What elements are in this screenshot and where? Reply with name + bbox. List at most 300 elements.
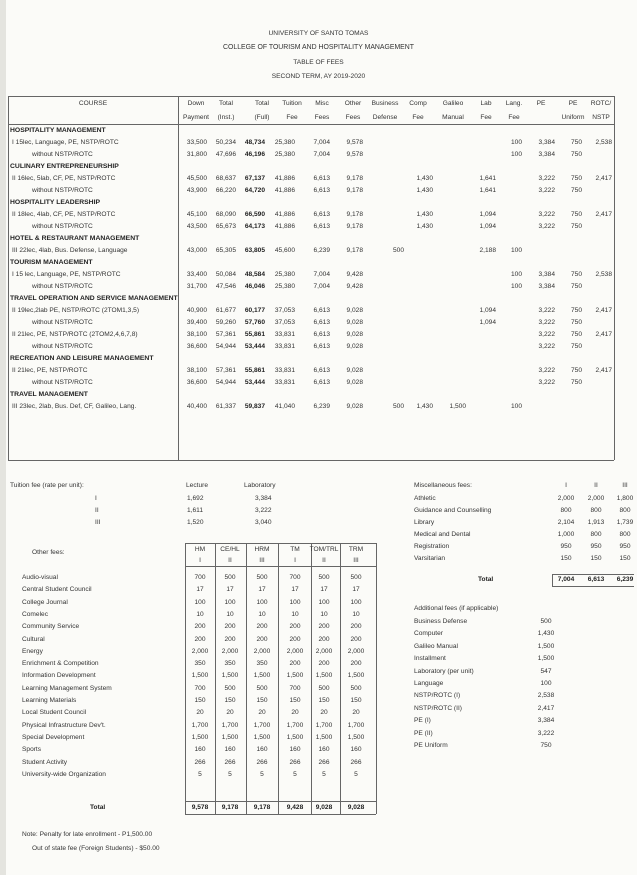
fee-cell: 9,178 <box>346 211 363 218</box>
fee-cell: 38,100 <box>186 331 207 338</box>
term: SECOND TERM, AY 2019-2020 <box>271 73 366 80</box>
additional-fee-amount: 547 <box>540 667 552 675</box>
other-fee-amount: 150 <box>256 697 268 704</box>
other-fee-amount: 1,500 <box>221 672 239 680</box>
other-fees-level-header: III <box>259 557 265 564</box>
misc-fee-amount: 800 <box>590 531 602 538</box>
misc-level-header: I <box>565 482 567 489</box>
fee-cell: 33,831 <box>274 367 295 374</box>
course-description: II 18lec, 4lab, CF, PE, NSTP/ROTC <box>12 211 116 218</box>
other-fees-level-header: II <box>322 557 326 564</box>
fee-cell: 750 <box>570 271 582 278</box>
other-fees-total: 9,178 <box>221 804 239 811</box>
fee-cell: 6,613 <box>313 187 330 194</box>
other-fee-amount: 100 <box>318 598 330 606</box>
tuition-label: Tuition fee (rate per unit): <box>10 482 84 489</box>
fee-cell: 50,234 <box>215 139 236 146</box>
course-description: III 22lec, 4lab, Bus. Defense, Language <box>12 247 128 254</box>
additional-fee-name: Language <box>414 680 444 687</box>
fee-cell: 31,800 <box>186 151 207 158</box>
additional-fee-name: Galileo Manual <box>414 642 458 650</box>
fee-cell: 6,613 <box>313 175 330 182</box>
other-fees-level-header: III <box>353 557 359 564</box>
column-subheader-13: Uniform <box>561 114 585 121</box>
fee-cell: 37,053 <box>274 319 295 326</box>
other-fee-amount: 150 <box>224 697 236 704</box>
other-fee-name: Sports <box>22 746 42 754</box>
misc-fee-amount: 150 <box>619 555 631 562</box>
fee-cell: 6,239 <box>313 403 330 410</box>
fee-cell: 61,337 <box>215 403 236 410</box>
fee-cell: 3,222 <box>538 319 555 326</box>
fee-cell: 54,944 <box>215 343 236 350</box>
other-fee-amount: 150 <box>318 697 330 704</box>
other-fee-amount: 1,500 <box>315 733 333 741</box>
column-header-8: Comp <box>409 100 427 107</box>
misc-fee-name: Guidance and Counselling <box>414 507 492 514</box>
other-fees-program-header: HM <box>194 546 206 553</box>
fee-cell: 33,400 <box>186 271 207 278</box>
fee-cell: 63,805 <box>244 247 265 254</box>
fee-cell: 68,637 <box>215 175 236 182</box>
other-fee-amount: 20 <box>258 709 266 717</box>
fee-cell: 1,641 <box>479 187 496 194</box>
other-fee-amount: 160 <box>256 746 268 754</box>
fee-cell: 2,538 <box>595 139 612 146</box>
fee-cell: 9,428 <box>346 283 363 290</box>
other-fee-name: Energy <box>22 647 43 655</box>
other-fee-amount: 266 <box>318 758 330 766</box>
other-fee-amount: 150 <box>350 697 362 704</box>
course-description: without NSTP/ROTC <box>32 319 93 326</box>
other-fee-amount: 200 <box>318 635 330 643</box>
other-fee-amount: 160 <box>318 746 330 754</box>
other-fee-amount: 20 <box>320 709 328 717</box>
fee-cell: 9,578 <box>346 151 363 158</box>
fee-cell: 6,613 <box>313 307 330 314</box>
column-header-13: PE <box>568 100 578 107</box>
other-fee-amount: 200 <box>350 623 362 631</box>
other-fee-amount: 200 <box>350 660 362 668</box>
fee-cell: 37,053 <box>274 307 295 314</box>
other-fee-name: Audio-visual <box>22 574 58 581</box>
fee-cell: 750 <box>570 283 582 290</box>
fee-cell: 6,613 <box>313 367 330 374</box>
fee-cell: 41,886 <box>274 175 295 182</box>
misc-fee-name: Athletic <box>414 495 436 502</box>
misc-level-header: II <box>594 482 598 489</box>
other-fee-name: College Journal <box>22 598 68 606</box>
fee-cell: 6,613 <box>313 223 330 230</box>
fee-cell: 2,188 <box>479 247 496 254</box>
fee-cell: 3,222 <box>538 343 555 350</box>
additional-fee-name: NSTP/ROTC (I) <box>414 692 461 700</box>
misc-fees-label: Miscellaneous fees: <box>414 482 472 489</box>
fee-cell: 53,444 <box>244 379 265 386</box>
fee-cell: 67,137 <box>244 175 265 182</box>
misc-fee-amount: 950 <box>560 543 572 550</box>
misc-fee-amount: 1,913 <box>587 519 605 526</box>
fee-cell: 38,100 <box>186 367 207 374</box>
other-fee-amount: 1,500 <box>286 733 304 741</box>
other-fee-amount: 17 <box>258 586 266 594</box>
additional-fee-name: PE (II) <box>414 729 433 737</box>
fee-cell: 43,900 <box>186 187 207 194</box>
table-bottom-border <box>8 460 614 461</box>
course-description: II 19lec,2lab PE, NSTP/ROTC (2TOM1,3,5) <box>12 307 140 314</box>
fee-cell: 9,028 <box>346 307 363 314</box>
column-subheader-6: Fees <box>345 114 361 121</box>
fee-cell: 500 <box>392 403 404 410</box>
other-fee-amount: 17 <box>291 586 299 594</box>
fee-cell: 9,028 <box>346 379 363 386</box>
other-fee-amount: 20 <box>352 709 360 717</box>
fee-cell: 9,178 <box>346 187 363 194</box>
column-header-10: Lab <box>480 100 492 107</box>
column-header-2: Total <box>219 100 233 107</box>
fee-cell: 9,028 <box>346 403 363 410</box>
other-fee-amount: 160 <box>289 746 301 754</box>
misc-fee-name: Registration <box>414 543 450 550</box>
other-fee-amount: 1,500 <box>347 672 365 680</box>
section-title: TRAVEL MANAGEMENT <box>10 391 88 398</box>
fee-cell: 31,700 <box>186 283 207 290</box>
fee-cell: 3,222 <box>538 175 555 182</box>
course-description: I 15 lec, Language, PE, NSTP/ROTC <box>12 271 121 278</box>
fee-cell: 2,417 <box>595 307 612 314</box>
fee-cell: 25,380 <box>274 139 295 146</box>
other-fee-name: Special Development <box>22 733 85 741</box>
other-fee-amount: 100 <box>194 598 206 606</box>
misc-fee-amount: 800 <box>619 507 631 514</box>
document-title: TABLE OF FEES <box>293 59 344 66</box>
column-subheader-14: NSTP <box>592 114 610 121</box>
fee-cell: 9,028 <box>346 343 363 350</box>
fee-cell: 3,384 <box>538 139 555 146</box>
other-fee-name: Central Student Council <box>22 586 92 594</box>
other-fee-name: Cultural <box>22 635 45 643</box>
additional-fee-amount: 1,500 <box>537 655 555 663</box>
fee-cell: 750 <box>570 211 582 218</box>
fee-cell: 750 <box>570 367 582 374</box>
header-bottom-border <box>8 124 614 125</box>
other-fee-amount: 160 <box>194 746 206 754</box>
misc-fees-total: 6,239 <box>616 576 634 583</box>
column-header-4: Tuition <box>282 100 302 107</box>
other-fee-amount: 200 <box>256 635 268 643</box>
course-description: without NSTP/ROTC <box>32 343 93 350</box>
other-fee-amount: 20 <box>291 709 299 717</box>
other-fee-amount: 5 <box>354 770 358 778</box>
other-fee-amount: 2,000 <box>221 647 239 655</box>
other-fee-amount: 1,700 <box>191 721 209 729</box>
other-fee-amount: 5 <box>228 770 232 778</box>
fee-cell: 3,384 <box>538 151 555 158</box>
fee-cell: 3,222 <box>538 367 555 374</box>
fee-cell: 6,613 <box>313 379 330 386</box>
misc-fee-amount: 950 <box>619 543 631 550</box>
fee-cell: 3,222 <box>538 187 555 194</box>
fee-cell: 65,673 <box>215 223 236 230</box>
scan-edge <box>0 0 6 875</box>
fee-cell: 100 <box>510 151 522 158</box>
fee-cell: 53,444 <box>244 343 265 350</box>
misc-fee-name: Library <box>414 519 435 526</box>
other-fee-amount: 1,500 <box>286 672 304 680</box>
other-fees-program-header: HRM <box>254 546 270 553</box>
misc-fees-total: 6,613 <box>587 576 605 583</box>
other-fee-amount: 500 <box>318 684 330 692</box>
other-fee-amount: 1,500 <box>315 672 333 680</box>
fee-cell: 2,417 <box>595 211 612 218</box>
tuition-lecture-rate: 1,692 <box>187 495 204 502</box>
column-header-14: ROTC/ <box>590 100 612 107</box>
tuition-level: I <box>95 495 97 502</box>
other-fee-amount: 17 <box>226 586 234 594</box>
additional-fees-label: Additional fees (if applicable) <box>414 605 499 612</box>
fee-cell: 2,417 <box>595 175 612 182</box>
other-fee-amount: 200 <box>289 623 301 631</box>
fee-cell: 500 <box>392 247 404 254</box>
column-header-3: Total <box>255 100 269 107</box>
fee-cell: 100 <box>510 403 522 410</box>
other-fee-name: Student Activity <box>22 758 68 766</box>
misc-total-label: Total <box>478 576 494 583</box>
column-subheader-1: Payment <box>182 114 210 121</box>
other-fee-amount: 1,500 <box>191 733 209 741</box>
other-fees-label: Other fees: <box>32 549 65 556</box>
other-fee-amount: 10 <box>291 610 299 618</box>
tuition-lab-rate: 3,384 <box>255 495 272 502</box>
column-subheader-8: Fee <box>412 114 424 121</box>
fee-cell: 7,004 <box>313 271 330 278</box>
fee-cell: 33,500 <box>186 139 207 146</box>
tuition-lecture-rate: 1,611 <box>187 507 204 514</box>
other-fee-amount: 100 <box>289 598 301 606</box>
other-fee-amount: 1,700 <box>315 721 333 729</box>
other-fees-program-header: TOM/TRL <box>309 546 339 553</box>
other-fee-amount: 160 <box>224 746 236 754</box>
other-fee-amount: 2,000 <box>315 647 333 655</box>
other-fees-total-label: Total <box>90 804 106 811</box>
fee-cell: 3,222 <box>538 379 555 386</box>
other-fees-total: 9,428 <box>286 804 304 811</box>
fee-cell: 46,046 <box>244 283 265 290</box>
misc-fees-total: 7,004 <box>557 576 575 583</box>
other-fee-amount: 500 <box>256 684 268 692</box>
fee-cell: 50,084 <box>215 271 236 278</box>
other-fee-amount: 200 <box>289 660 301 668</box>
fee-cell: 750 <box>570 319 582 326</box>
fee-cell: 61,677 <box>215 307 236 314</box>
fee-cell: 45,500 <box>186 175 207 182</box>
misc-total-bottom-border <box>552 586 634 587</box>
fee-cell: 100 <box>510 247 522 254</box>
misc-fee-amount: 950 <box>590 543 602 550</box>
fee-cell: 43,500 <box>186 223 207 230</box>
misc-fee-amount: 2,000 <box>557 495 575 502</box>
college-name: COLLEGE OF TOURISM AND HOSPITALITY MANAGEMENT <box>223 44 414 51</box>
other-fee-amount: 700 <box>289 574 301 581</box>
fee-cell: 36,600 <box>186 343 207 350</box>
other-fee-amount: 200 <box>318 623 330 631</box>
column-subheader-4: Fee <box>286 114 298 121</box>
misc-fee-amount: 800 <box>560 507 572 514</box>
other-fee-amount: 700 <box>194 684 206 692</box>
course-description: III 23lec, 2lab, Bus. Def, CF, Galileo, Lang. <box>12 403 137 410</box>
additional-fee-amount: 1,430 <box>537 630 555 638</box>
other-fee-name: Comelec <box>22 610 49 618</box>
additional-fee-name: Computer <box>414 630 443 638</box>
fee-cell: 9,428 <box>346 271 363 278</box>
other-fee-name: Information Development <box>22 672 96 680</box>
course-description: II 21lec, PE, NSTP/ROTC (2TOM2,4,6,7,8) <box>12 331 138 338</box>
column-subheader-10: Fee <box>480 114 492 121</box>
misc-fee-amount: 2,000 <box>587 495 605 502</box>
additional-fee-name: Business Defense <box>414 618 468 625</box>
fee-cell: 9,028 <box>346 319 363 326</box>
other-fees-level-header: I <box>199 557 201 564</box>
fee-cell: 46,196 <box>244 151 265 158</box>
tuition-lecture-rate: 1,520 <box>187 519 204 526</box>
column-subheader-5: Fees <box>314 114 330 121</box>
misc-total-top-border <box>552 574 634 575</box>
fee-cell: 66,220 <box>215 187 236 194</box>
column-subheader-3: (Full) <box>254 114 270 121</box>
other-fees-right-border <box>376 543 377 814</box>
other-fees-total: 9,178 <box>253 804 271 811</box>
fee-cell: 47,696 <box>215 151 236 158</box>
column-header-9: Galileo <box>442 100 464 107</box>
misc-fee-amount: 800 <box>619 531 631 538</box>
fee-cell: 33,831 <box>274 379 295 386</box>
additional-fee-amount: 2,417 <box>537 704 555 712</box>
additional-fee-name: Laboratory (per unit) <box>414 667 474 675</box>
course-description: II 16lec, 5lab, CF, PE, NSTP/ROTC <box>12 175 116 182</box>
fee-cell: 100 <box>510 283 522 290</box>
other-fee-amount: 1,500 <box>253 733 271 741</box>
column-subheader-2: (Inst.) <box>217 114 235 121</box>
fee-cell: 9,028 <box>346 367 363 374</box>
other-fee-amount: 1,500 <box>347 733 365 741</box>
fee-cell: 1,094 <box>479 223 496 230</box>
fee-cell: 9,028 <box>346 331 363 338</box>
fee-cell: 2,417 <box>595 367 612 374</box>
fee-cell: 6,239 <box>313 247 330 254</box>
fee-cell: 7,004 <box>313 151 330 158</box>
other-fees-top-border <box>185 543 376 544</box>
other-fee-amount: 160 <box>350 746 362 754</box>
other-fee-amount: 200 <box>289 635 301 643</box>
penalty-note: Note: Penalty for late enrollment - P1,500.00 <box>22 831 153 838</box>
column-header-5: Misc <box>315 100 329 107</box>
other-fee-amount: 10 <box>258 610 266 618</box>
column-subheader-9: Manual <box>442 114 464 121</box>
fee-cell: 750 <box>570 151 582 158</box>
other-fee-amount: 2,000 <box>347 647 365 655</box>
other-fee-amount: 20 <box>226 709 234 717</box>
fee-cell: 100 <box>510 139 522 146</box>
fee-cell: 41,886 <box>274 223 295 230</box>
fee-cell: 3,222 <box>538 331 555 338</box>
other-fees-total: 9,028 <box>315 804 333 811</box>
other-fee-amount: 500 <box>350 574 362 581</box>
other-fee-amount: 17 <box>196 586 204 594</box>
fee-cell: 1,430 <box>416 223 433 230</box>
other-fee-name: Enrichment & Competition <box>22 660 99 668</box>
fee-cell: 45,100 <box>186 211 207 218</box>
fee-cell: 41,886 <box>274 187 295 194</box>
section-title: TOURISM MANAGEMENT <box>10 259 93 266</box>
table-top-border <box>8 96 614 97</box>
other-fee-amount: 1,700 <box>253 721 271 729</box>
fee-cell: 1,430 <box>416 187 433 194</box>
other-fee-amount: 350 <box>224 660 236 668</box>
fee-cell: 6,613 <box>313 211 330 218</box>
fee-cell: 41,040 <box>274 403 295 410</box>
other-fee-amount: 266 <box>224 758 236 766</box>
fee-cell: 9,578 <box>346 139 363 146</box>
misc-fee-amount: 1,000 <box>557 531 575 538</box>
other-fee-amount: 10 <box>226 610 234 618</box>
fee-cell: 2,538 <box>595 271 612 278</box>
misc-fee-amount: 1,739 <box>616 519 634 526</box>
misc-fee-name: Varsitarian <box>414 555 446 562</box>
other-fees-level-header: I <box>294 557 296 564</box>
other-fees-header-border <box>185 566 376 567</box>
column-header-0: COURSE <box>78 100 108 107</box>
other-fee-amount: 500 <box>256 574 268 581</box>
fee-cell: 48,584 <box>244 271 265 278</box>
other-fee-amount: 700 <box>289 684 301 692</box>
fee-cell: 750 <box>570 223 582 230</box>
fee-cell: 36,600 <box>186 379 207 386</box>
other-fee-amount: 10 <box>352 610 360 618</box>
tuition-header-lecture: Lecture <box>186 482 208 489</box>
fee-cell: 60,177 <box>244 307 265 314</box>
other-fee-amount: 200 <box>224 635 236 643</box>
other-fees-total: 9,028 <box>347 804 365 811</box>
fee-cell: 1,094 <box>479 211 496 218</box>
fee-cell: 3,384 <box>538 271 555 278</box>
additional-fee-name: NSTP/ROTC (II) <box>414 704 462 712</box>
fee-cell: 64,720 <box>244 187 265 194</box>
misc-fee-name: Medical and Dental <box>414 531 471 538</box>
fee-cell: 25,380 <box>274 151 295 158</box>
course-description: II 21lec, PE, NSTP/ROTC <box>12 367 88 374</box>
tuition-level: II <box>95 507 99 514</box>
other-fee-amount: 5 <box>293 770 297 778</box>
fee-cell: 3,384 <box>538 283 555 290</box>
fee-cell: 43,000 <box>186 247 207 254</box>
other-fee-name: Physical Infrastructure Dev't. <box>22 721 106 729</box>
tuition-level: III <box>95 519 101 526</box>
fee-cell: 3,222 <box>538 307 555 314</box>
other-fee-amount: 200 <box>350 635 362 643</box>
fee-cell: 9,178 <box>346 175 363 182</box>
fee-cell: 57,361 <box>215 331 236 338</box>
fee-cell: 39,400 <box>186 319 207 326</box>
column-subheader-11: Fee <box>508 114 520 121</box>
fee-cell: 25,380 <box>274 271 295 278</box>
other-fee-amount: 10 <box>196 610 204 618</box>
university-name: UNIVERSITY OF SANTO TOMAS <box>268 30 369 37</box>
fee-cell: 1,430 <box>416 403 433 410</box>
other-fee-amount: 5 <box>198 770 202 778</box>
other-fee-amount: 500 <box>224 574 236 581</box>
additional-fee-amount: 500 <box>540 618 552 625</box>
fee-cell: 750 <box>570 307 582 314</box>
